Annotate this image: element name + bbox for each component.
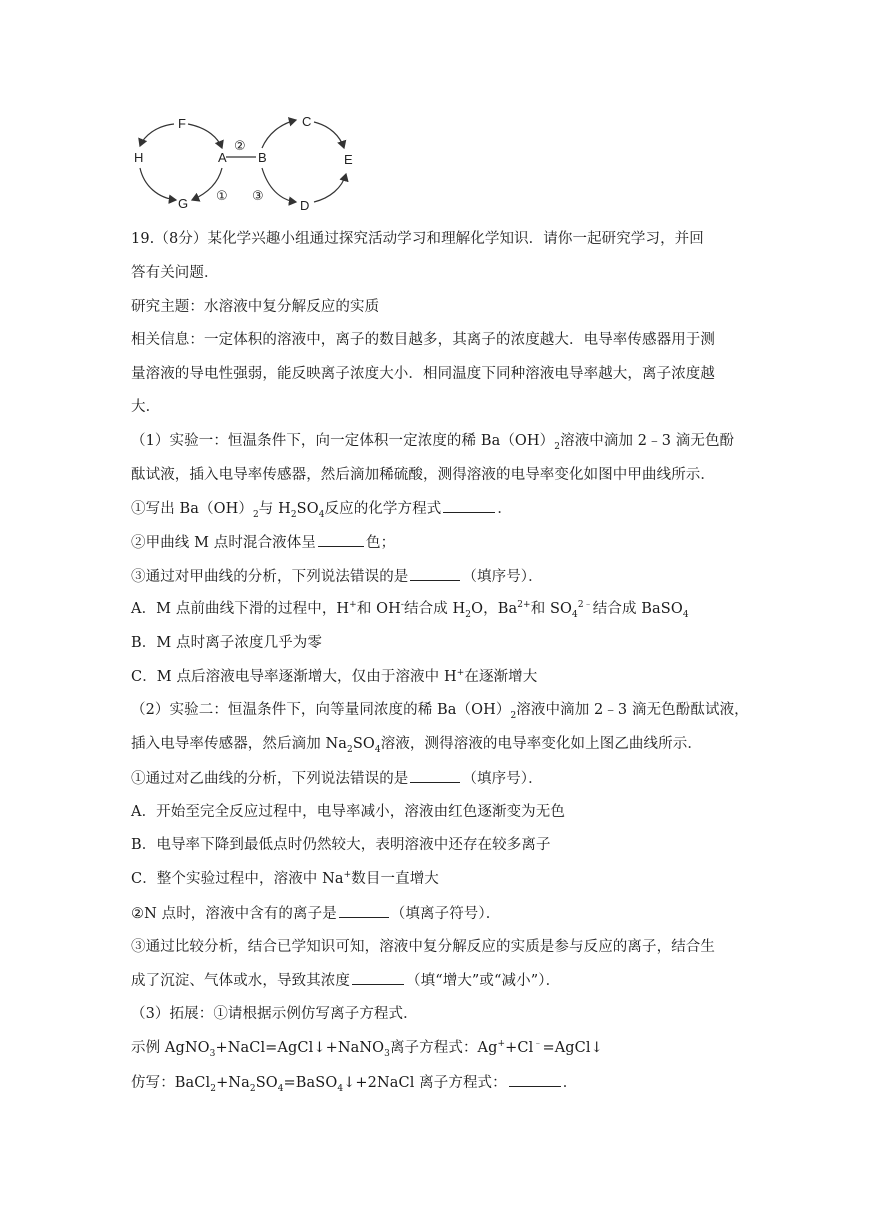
label-3: ③ [252,188,264,203]
arrow-f-to-a [188,124,222,148]
q2-1: ①通过对乙曲线的分析，下列说法错误的是 （填序号）． [131,768,543,789]
exp1-line-2: 酞试液，插入电导率传感器，然后滴加稀硫酸，测得溶液的电导率变化如图中甲曲线所示． [131,467,715,483]
option-c1: C．M 点后溶液电导率逐渐增大，仅由于溶液中 H+在逐渐增大 [131,668,538,685]
arrow-h-to-g [140,168,176,200]
answer-blank[interactable] [352,970,404,985]
reaction-cycle-diagram [128,108,368,218]
exp2-line-2: 插入电导率传感器，然后滴加 $Na_2SO_4$溶液，测得溶液的电导率变化如上图乙曲线所示． [131,736,702,755]
q2-3-line-1: ③通过比较分析，结合已学知识可知，溶液中复分解反应的实质是参与反应的离子，结合生 [131,939,715,955]
info-line-3: 大． [131,399,161,415]
exp1-line-1: （1）实验一：恒温条件下，向一定体积一定浓度的稀 $Ba(OH)_2$溶液中滴加 2﹣3 滴无色酚 [131,433,735,452]
node-f: F [178,116,186,131]
option-b1: B．M 点时离子浓度几乎为零 [131,635,323,651]
option-a2: A．开始至完全反应过程中，电导率减小，溶液由红色逐渐变为无色 [131,804,565,820]
imitation-equation: 仿写：$BaCl_2+Na_2SO_4=BaSO_4↓+2NaCl$ 离子方程式： ． [131,1072,577,1093]
arrow-f-to-h [140,124,174,146]
answer-blank[interactable] [509,1072,561,1087]
answer-blank[interactable] [410,566,460,581]
option-a1: A．M 点前曲线下滑的过程中，H+和 OH-结合成 $H_2O$，$Ba^{2+}$和 $SO_4^{2﹣}$结合成 BaSO$_4$ [131,600,689,620]
option-c2: C．整个实验过程中，溶液中 Na+数目一直增大 [131,870,439,887]
node-b: B [258,150,267,165]
q2-3-line-2: 成了沉淀、气体或水，导致其浓度 （填“增大”或“减小”）． [131,970,560,991]
answer-blank[interactable] [410,768,460,783]
answer-blank[interactable] [318,532,364,547]
option-b2: B．电导率下降到最低点时仍然较大，表明溶液中还存在较多离子 [131,837,551,853]
node-h: H [134,150,144,165]
extension: （3）拓展：①请根据示例仿写离子方程式． [131,1006,418,1022]
info-line-2: 量溶液的导电性强弱，能反映离子浓度大小．相同温度下同种溶液电导率越大，离子浓度越 [131,366,715,382]
example-equation: 示例 AgNO$_3$+NaCl=AgCl↓+NaNO$_3$离子方程式：Ag++Cl﹣=AgCl↓ [131,1039,603,1059]
node-a: A [218,150,227,165]
node-g: G [178,196,189,211]
info-line-1: 相关信息：一定体积的溶液中，离子的数目越多，其离子的浓度越大．电导率传感器用于测 [131,332,715,348]
q19-header: 19.（8分）某化学兴趣小组通过探究活动学习和理解化学知识．请你一起研究学习，并回 [131,231,704,247]
arrow-b-to-d [262,168,296,202]
arrow-b-to-c [262,120,296,148]
q2-2: ②N 点时，溶液中含有的离子是 （填离子符号）． [131,903,500,924]
q1-1: ①写出 $Ba(OH)_2$与 $H_2SO_4$反应的化学方程式 ． [131,498,512,519]
node-d: D [300,198,310,213]
q1-3: ③通过对甲曲线的分析，下列说法错误的是 （填序号）． [131,566,543,587]
arrow-d-to-e [314,174,346,202]
research-topic: 研究主题：水溶液中复分解反应的实质 [131,299,380,315]
node-c: C [302,114,312,129]
label-1: ① [216,188,228,203]
q1-2: ②甲曲线 M 点时混合液体呈 色； [131,532,395,553]
q19-header-cont: 答有关问题． [131,265,219,281]
exp2-line-1: （2）实验二：恒温条件下，向等量同浓度的稀 $Ba(OH)_2$溶液中滴加 2﹣3 滴无色酚酞试液， [131,702,749,721]
answer-blank[interactable] [339,903,389,918]
label-2: ② [234,138,246,153]
arrow-c-to-e [314,122,344,148]
node-e: E [344,152,353,167]
answer-blank[interactable] [443,498,495,513]
